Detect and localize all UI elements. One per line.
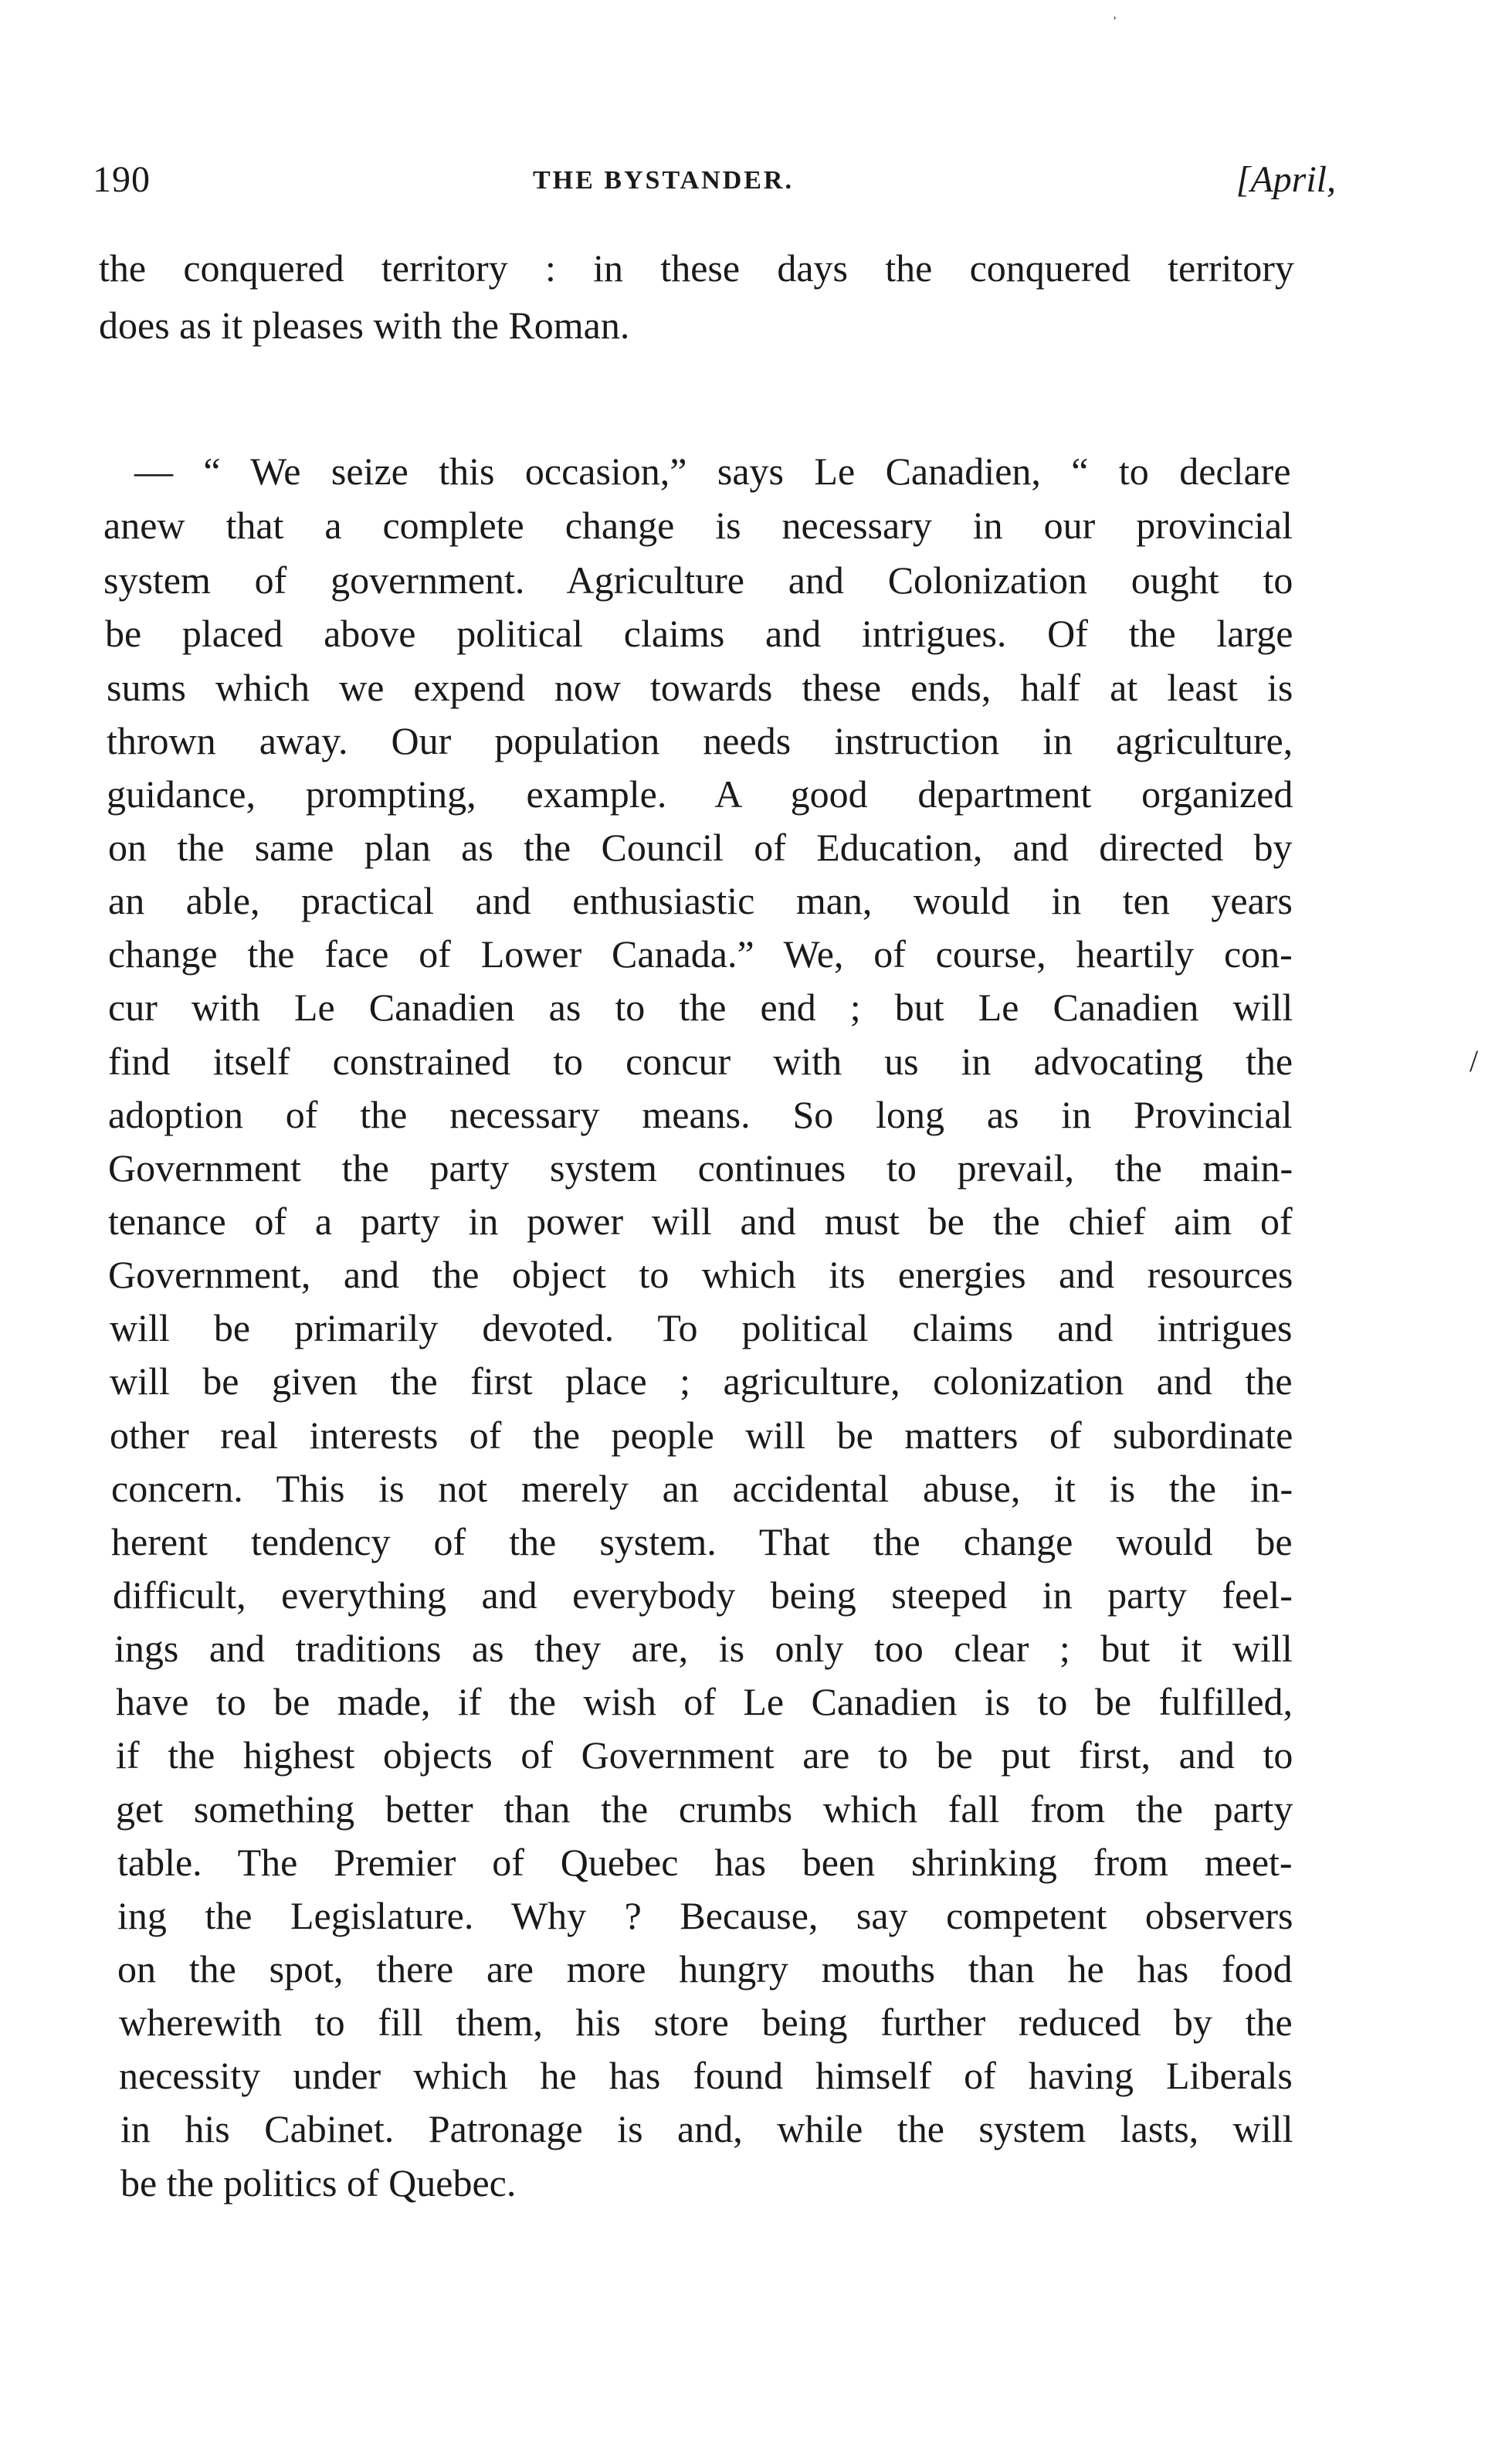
text-line: other real interests of the people will be matters of subordinate bbox=[110, 1414, 1293, 1457]
text-line: will be given the first place ; agriculture, colonization and the bbox=[110, 1359, 1293, 1403]
scan-mark-right: / bbox=[1470, 1044, 1479, 1078]
text-line: on the spot, there are more hungry mouths than he has food bbox=[117, 1947, 1293, 1991]
text-line: be the politics of Quebec. bbox=[120, 2161, 517, 2204]
text-line: the conquered territory : in these days the conquered territory bbox=[99, 246, 1294, 290]
text-line: Government the party system continues to prevail, the main- bbox=[108, 1146, 1293, 1190]
text-line: thrown away. Our population needs instruction in agriculture, bbox=[107, 719, 1293, 762]
header-month: [April, bbox=[1236, 159, 1336, 200]
text-line: if the highest objects of Government are to be put first, and to bbox=[116, 1733, 1293, 1777]
text-line: difficult, everything and everybody being steeped in party feel- bbox=[113, 1573, 1293, 1617]
text-line: concern. This is not merely an accidental abuse, it is the in- bbox=[111, 1467, 1293, 1510]
text-line: ings and traditions as they are, is only too clear ; but it will bbox=[114, 1627, 1293, 1670]
text-line: sums which we expend now towards these ends, half at least is bbox=[107, 666, 1293, 709]
text-line: tenance of a party in power will and must be the chief aim of bbox=[108, 1200, 1293, 1243]
page-header bbox=[93, 158, 1344, 212]
text-line: get something better than the crumbs which fall from the party bbox=[116, 1787, 1293, 1831]
text-line: ing the Legislature. Why ? Because, say competent observers bbox=[117, 1894, 1293, 1937]
text-line: wherewith to fill them, his store being further reduced by the bbox=[119, 2001, 1293, 2044]
running-title: THE BYSTANDER. bbox=[533, 166, 794, 195]
text-line: will be primarily devoted. To political claims and intrigues bbox=[110, 1306, 1293, 1349]
scan-mark-top: ˌ bbox=[1112, 0, 1118, 19]
text-line: have to be made, if the wish of Le Canadien is to be fulfilled, bbox=[116, 1680, 1293, 1723]
text-line: guidance, prompting, example. A good department organized bbox=[107, 772, 1293, 816]
text-line: table. The Premier of Quebec has been shrinking from meet- bbox=[117, 1841, 1293, 1884]
text-line: — “ We seize this occasion,” says Le Canadien, “ to declare bbox=[134, 450, 1291, 493]
text-line: adoption of the necessary means. So long as in Provincial bbox=[108, 1093, 1293, 1136]
text-line: system of government. Agriculture and Colonization ought to bbox=[103, 558, 1293, 602]
text-line: Government, and the object to which its energies and resources bbox=[108, 1253, 1293, 1296]
text-line: anew that a complete change is necessary in our provincial bbox=[103, 504, 1293, 547]
text-line: necessity under which he has found himself of having Liberals bbox=[119, 2054, 1293, 2097]
text-line: an able, practical and enthusiastic man, would in ten years bbox=[108, 879, 1293, 922]
page-number: 190 bbox=[93, 159, 151, 200]
text-line: on the same plan as the Council of Education, and directed by bbox=[108, 826, 1293, 869]
text-line: does as it pleases with the Roman. bbox=[99, 304, 630, 347]
text-line: change the face of Lower Canada.” We, of course, heartily con- bbox=[108, 932, 1293, 976]
text-line: in his Cabinet. Patronage is and, while the system lasts, will bbox=[120, 2107, 1293, 2150]
text-line: find itself constrained to concur with us in advocating the bbox=[108, 1040, 1293, 1083]
text-line: cur with Le Canadien as to the end ; but Le Canadien will bbox=[108, 986, 1293, 1029]
text-line: be placed above political claims and intrigues. Of the large bbox=[105, 612, 1293, 655]
text-line: herent tendency of the system. That the change would be bbox=[111, 1520, 1293, 1563]
